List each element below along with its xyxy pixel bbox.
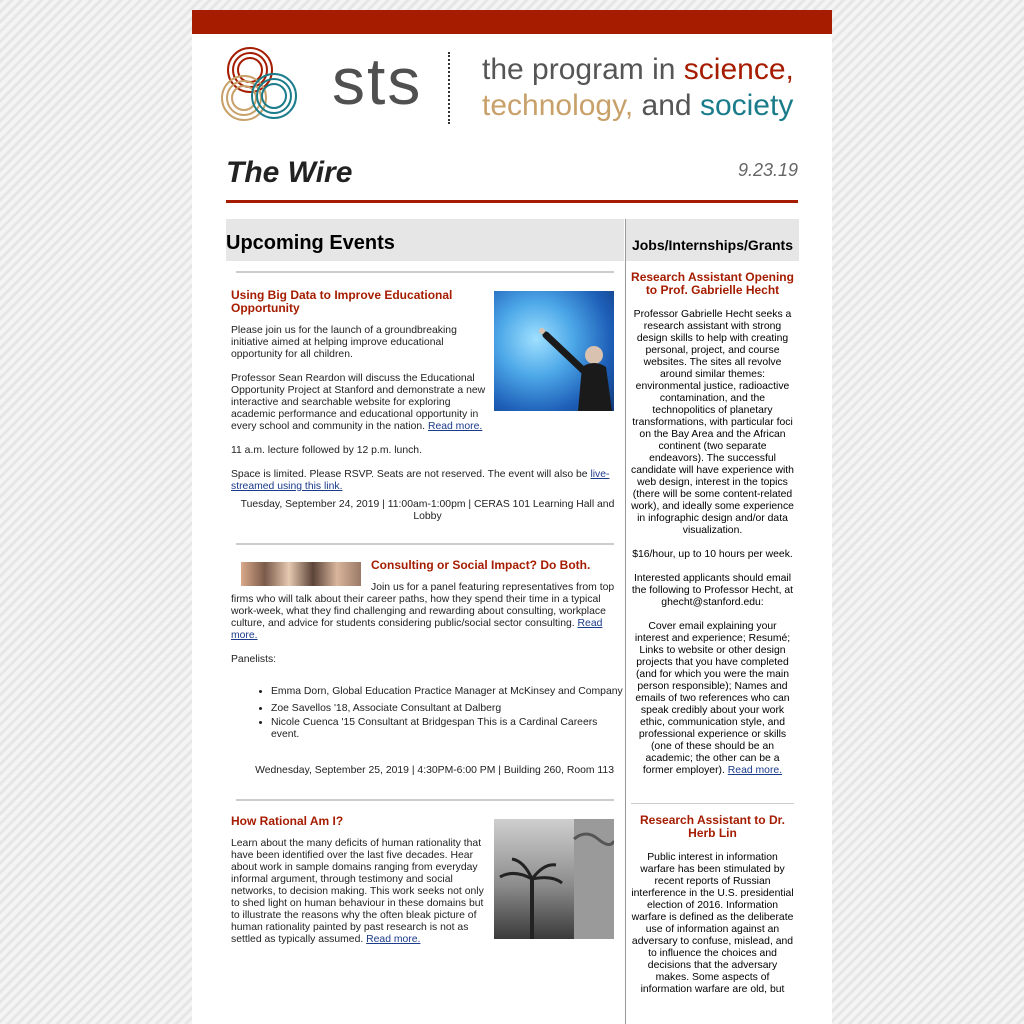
job-title[interactable]: Research Assistant to Dr. Herb Lin bbox=[640, 813, 785, 840]
tagline-society: society bbox=[699, 89, 794, 122]
tagline-technology: technology, bbox=[482, 89, 634, 122]
event-rsvp-text bbox=[231, 469, 624, 493]
upcoming-events-heading: Upcoming Events bbox=[226, 219, 624, 261]
event-big-data bbox=[226, 273, 624, 523]
event-photo-palm-trees bbox=[494, 819, 614, 939]
logo-divider bbox=[448, 52, 450, 124]
logo-tagline bbox=[482, 52, 794, 124]
job-text: Cover email explaining your interest and experience; Resumé; Links to website or other design projects that you have completed (and for which you were the main person responsible); Names and emails of two references who can speak credibly about your work ethic, communication style, and professional experience or skills (one of these should be an academic; the other can be a former employer). bbox=[634, 621, 791, 776]
event-schedule-text: 11 a.m. lecture followed by 12 p.m. lunch. bbox=[231, 445, 422, 456]
job-pay: $16/hour, up to 10 hours per week. bbox=[632, 549, 793, 560]
palm-tree-icon bbox=[494, 819, 614, 939]
sts-rings-logo-icon bbox=[218, 42, 308, 132]
divider bbox=[631, 803, 794, 804]
tagline-and: and bbox=[633, 89, 700, 122]
event-description bbox=[231, 582, 624, 642]
job-lin bbox=[626, 814, 799, 996]
event-title[interactable]: Using Big Data to Improve Educational Opportunity bbox=[231, 288, 453, 315]
jobs-heading: Jobs/Internships/Grants bbox=[626, 219, 799, 261]
list-item: • Emma Dorn, Global Education Practice Manager at McKinsey and Company bbox=[271, 682, 624, 701]
job-apply-instructions: Interested applicants should email the following to Professor Hecht, at ghecht@stanford.edu: bbox=[631, 573, 794, 608]
event-text: Learn about the many deficits of human rationality that have been identified over the last five decades. Hear about work in sample domains ranging from everyday informal argument, through testimony and social networks, to decision making. This work seeks not only to shed light on human behaviour in these domains but to illustrate the reasons why the often bleak picture of human rationality painted by past research is not as settled as typically assumed. bbox=[231, 838, 484, 945]
event-title[interactable]: How Rational Am I? bbox=[231, 814, 344, 828]
top-accent-bar bbox=[192, 10, 832, 34]
logo-wordmark: sts bbox=[332, 44, 423, 118]
newsletter-date: 9.23.19 bbox=[737, 160, 798, 180]
panelists-label: Panelists: bbox=[231, 654, 277, 665]
tagline-science: science, bbox=[683, 53, 794, 86]
job-description: Public interest in information warfare has been stimulated by recent reports of Russian interference in the U.S. presidential election of 2016. Information warfare is defined as the deliberate use of information against an adversary to confuse, mislead, and to influence the choices and decisions that the adversary makes. Some aspects of information warfare are old, but bbox=[631, 852, 794, 995]
event-description: Please join us for the launch of a groundbreaking initiative aimed at helping improve educational opportunity for all children. bbox=[231, 325, 457, 360]
event-text: Professor Sean Reardon will discuss the Educational Opportunity Project at Stanford and demonstrate a new interactive and searchable website for exploring academic performance and educational opportunity in every school and community in the nation. bbox=[231, 373, 486, 432]
event-text: Space is limited. Please RSVP. Seats are not reserved. The event will also be bbox=[231, 469, 591, 480]
upcoming-events-column bbox=[226, 219, 624, 1024]
event-consulting bbox=[226, 545, 624, 777]
sts-logo bbox=[192, 34, 832, 144]
event-title[interactable]: Consulting or Social Impact? Do Both. bbox=[371, 558, 591, 572]
job-title[interactable]: Research Assistant Opening to Prof. Gabrielle Hecht bbox=[631, 270, 794, 297]
job-hecht bbox=[626, 271, 799, 777]
read-more-link[interactable]: Read more. bbox=[231, 618, 603, 641]
person-pointing-icon bbox=[494, 291, 614, 411]
read-more-link[interactable]: Read more. bbox=[366, 934, 421, 945]
read-more-link[interactable]: Read more. bbox=[727, 765, 783, 776]
event-datetime-location: Wednesday, September 25, 2019 | 4:30PM-6:00 PM | Building 260, Room 113 bbox=[255, 765, 614, 776]
event-rationality bbox=[226, 801, 624, 946]
event-datetime-location: Tuesday, September 24, 2019 | 11:00am-1:00pm | CERAS 101 Learning Hall and Lobby bbox=[240, 499, 615, 522]
jobs-column bbox=[625, 219, 799, 1024]
list-item: • Nicole Cuenca '15 Consultant at Bridgespan This is a Cardinal Careers event. bbox=[271, 717, 624, 741]
event-photo-data-wall bbox=[494, 291, 614, 411]
panelists-list bbox=[231, 682, 624, 741]
tagline-part1: the program in bbox=[482, 53, 684, 86]
content-columns bbox=[226, 219, 798, 1024]
newsletter-page bbox=[192, 10, 832, 1024]
job-requirements bbox=[631, 621, 794, 777]
job-description: Professor Gabrielle Hecht seeks a research assistant with strong design skills to help with creating personal, project, and course websites. The sites all revolve around similar themes: environmental justice, radioactive contamination, and the technopolitics of planetary transformations, with particular foci on the Bay Area and the African continent (two separate endeavors). The successful candidate will have experience with web design, interest in the topics (there will be some content-related work), and ideally some experience in infographic design and/or data visualization. bbox=[631, 309, 794, 536]
masthead bbox=[226, 156, 798, 203]
event-photo-students bbox=[241, 562, 361, 586]
newsletter-title: The Wire bbox=[226, 156, 353, 189]
read-more-link[interactable]: Read more. bbox=[427, 421, 483, 432]
livestream-link[interactable]: live-streamed using this link. bbox=[231, 469, 610, 492]
event-text: Join us for a panel featuring representatives from top firms who will talk about their career paths, how they spend their time in a typical work-week, what they find challenging and rewarding about consulting, workplace culture, and advice for students considering public/social sector consulting. bbox=[231, 582, 615, 629]
list-item: • Zoe Savellos '18, Associate Consultant at Dalberg bbox=[271, 703, 624, 715]
